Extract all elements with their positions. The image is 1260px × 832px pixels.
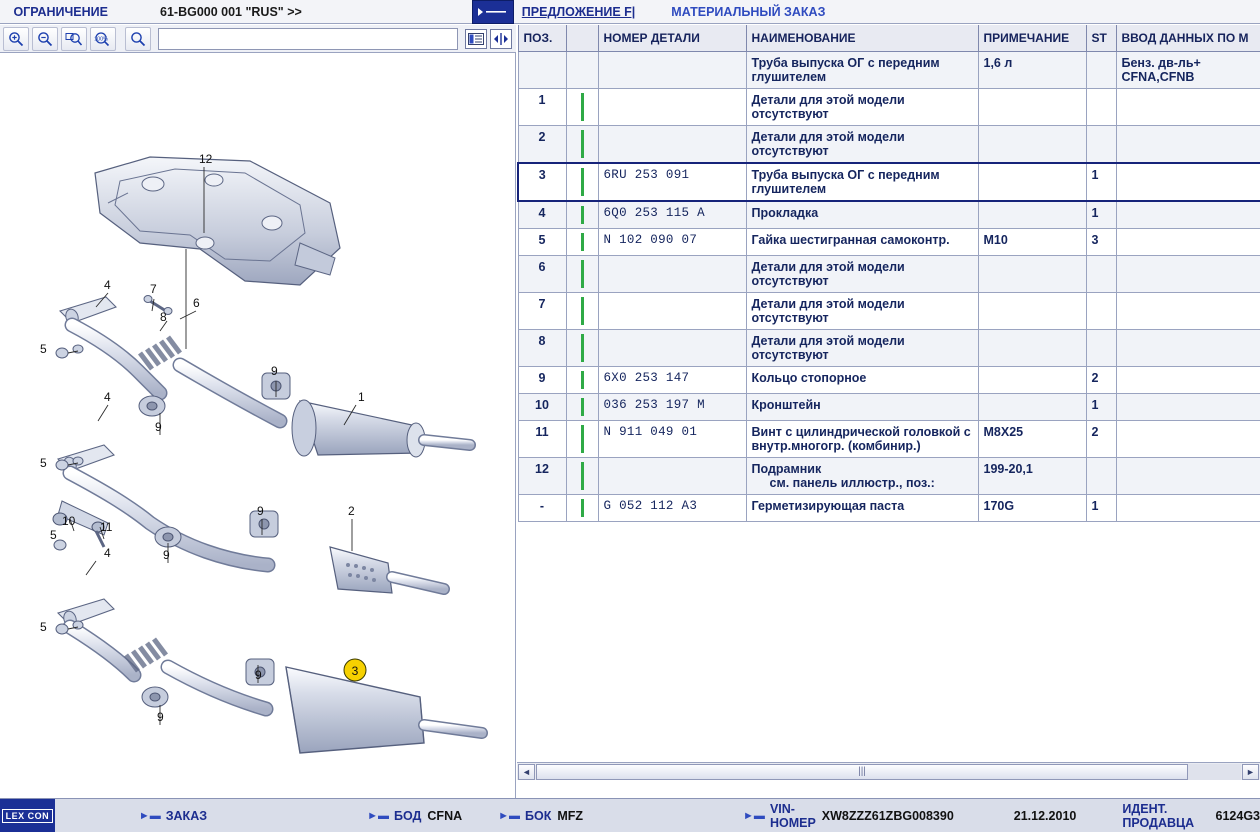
callout-highlight-3[interactable] bbox=[344, 659, 366, 681]
header-pos[interactable]: ПОЗ. bbox=[518, 25, 566, 51]
cell-bar bbox=[566, 393, 598, 420]
cell-input bbox=[1116, 494, 1260, 521]
cell-bar bbox=[566, 88, 598, 125]
table-row[interactable] bbox=[518, 51, 1260, 88]
zoom-100-icon[interactable] bbox=[90, 27, 116, 51]
cell-pos: 6 bbox=[518, 255, 566, 292]
table-row[interactable] bbox=[518, 292, 1260, 329]
table-row-selected[interactable] bbox=[518, 163, 1260, 201]
seller-field[interactable] bbox=[1122, 802, 1260, 830]
svg-text:6: 6 bbox=[193, 296, 200, 310]
zoom-out-icon[interactable] bbox=[32, 27, 58, 51]
cell-description: Герметизирующая паста bbox=[746, 494, 978, 521]
arrow-right-icon: ►▬ bbox=[743, 809, 765, 822]
availability-bar bbox=[581, 130, 584, 158]
cell-bar bbox=[566, 228, 598, 255]
parts-table bbox=[517, 25, 1260, 522]
svg-text:2: 2 bbox=[348, 504, 355, 518]
cell-note bbox=[978, 366, 1086, 393]
cell-pos: 3 bbox=[518, 163, 566, 201]
cell-description: Прокладка bbox=[746, 201, 978, 229]
part-exhaust-front-muffler-3[interactable] bbox=[58, 599, 482, 753]
material-order-link[interactable]: МАТЕРИАЛЬНЫЙ ЗАКАЗ bbox=[671, 4, 826, 19]
table-row[interactable] bbox=[518, 88, 1260, 125]
cell-st bbox=[1086, 457, 1116, 494]
table-row[interactable] bbox=[518, 494, 1260, 521]
cell-note: 199-20,1 bbox=[978, 457, 1086, 494]
cell-description: Труба выпуска ОГ с передним глушителем bbox=[746, 51, 978, 88]
header-part-number[interactable]: НОМЕР ДЕТАЛИ bbox=[598, 25, 746, 51]
lexcon-logo-text: LEX CON bbox=[2, 809, 54, 823]
cell-part-number: 6Q0 253 115 A bbox=[598, 201, 746, 229]
cell-note bbox=[978, 163, 1086, 201]
availability-bar bbox=[581, 462, 584, 490]
table-row[interactable] bbox=[518, 255, 1260, 292]
cell-note bbox=[978, 292, 1086, 329]
svg-text:10: 10 bbox=[62, 514, 76, 528]
cell-bar bbox=[566, 292, 598, 329]
bok-value: MFZ bbox=[557, 808, 584, 823]
cell-pos: 2 bbox=[518, 125, 566, 163]
cell-description: Труба выпуска ОГ с передним глушителем bbox=[746, 163, 978, 201]
table-horizontal-scrollbar[interactable] bbox=[517, 762, 1260, 780]
top-bar bbox=[0, 0, 1260, 24]
illustration-toolbar bbox=[0, 25, 516, 53]
svg-text:9: 9 bbox=[271, 364, 278, 378]
toolbar-right-group bbox=[462, 29, 512, 49]
availability-bar bbox=[581, 398, 584, 416]
svg-text:8: 8 bbox=[160, 310, 167, 324]
zoom-region-icon[interactable] bbox=[61, 27, 87, 51]
vin-field[interactable] bbox=[743, 802, 954, 830]
cell-st: 1 bbox=[1086, 201, 1116, 229]
cell-description: Кольцо стопорное bbox=[746, 366, 978, 393]
cell-bar bbox=[566, 457, 598, 494]
cell-part-number bbox=[598, 255, 746, 292]
arrow-right-icon: ►▬ bbox=[367, 809, 389, 822]
cell-note bbox=[978, 88, 1086, 125]
cell-part-number bbox=[598, 88, 746, 125]
cell-st: 1 bbox=[1086, 393, 1116, 420]
cell-pos bbox=[518, 51, 566, 88]
svg-text:12: 12 bbox=[199, 152, 213, 166]
cell-bar bbox=[566, 366, 598, 393]
header-st[interactable]: ST bbox=[1086, 25, 1116, 51]
arrow-right-icon: ►▬ bbox=[138, 809, 161, 822]
svg-text:5: 5 bbox=[40, 342, 47, 356]
cell-st bbox=[1086, 88, 1116, 125]
seller-label: ИДЕНТ. ПРОДАВЦА bbox=[1122, 801, 1195, 830]
restriction-label: ОГРАНИЧЕНИЕ bbox=[13, 4, 108, 19]
svg-text:9: 9 bbox=[163, 548, 170, 562]
cell-description-line2: см. панель иллюстр., поз.: bbox=[769, 475, 935, 490]
cell-st: 3 bbox=[1086, 228, 1116, 255]
cell-st: 2 bbox=[1086, 420, 1116, 457]
svg-text:11: 11 bbox=[100, 520, 113, 534]
cell-pos: 12 bbox=[518, 457, 566, 494]
cell-description: Винт с цилиндрической головкой с внутр.многогр. (комбинир.) bbox=[746, 420, 978, 457]
svg-text:4: 4 bbox=[104, 546, 111, 560]
table-row[interactable] bbox=[518, 420, 1260, 457]
availability-bar bbox=[581, 206, 584, 224]
table-row[interactable] bbox=[518, 393, 1260, 420]
svg-text:5: 5 bbox=[40, 620, 47, 634]
cell-input bbox=[1116, 393, 1260, 420]
cell-description: Детали для этой модели отсутствуют bbox=[746, 255, 978, 292]
arrow-right-icon: ►▬ bbox=[498, 809, 521, 822]
cell-st bbox=[1086, 292, 1116, 329]
availability-bar bbox=[581, 297, 584, 325]
offer-link[interactable]: ПРЕДЛОЖЕНИЕ F| bbox=[521, 4, 636, 19]
cell-input bbox=[1116, 255, 1260, 292]
order-button[interactable] bbox=[139, 809, 207, 823]
chevron-left-icon[interactable]: ◄ bbox=[518, 764, 535, 780]
table-header-row bbox=[518, 25, 1260, 51]
cell-part-number bbox=[598, 292, 746, 329]
cell-bar bbox=[566, 51, 598, 88]
cell-part-number bbox=[598, 51, 746, 88]
cell-note bbox=[978, 329, 1086, 366]
availability-bar bbox=[581, 260, 584, 288]
scrollbar-track[interactable] bbox=[536, 764, 1241, 780]
cell-st bbox=[1086, 329, 1116, 366]
cell-st bbox=[1086, 125, 1116, 163]
seller-value: 6124G3 bbox=[1215, 808, 1260, 823]
cell-pos: 8 bbox=[518, 329, 566, 366]
cell-note: M10 bbox=[978, 228, 1086, 255]
part-exhaust-front-pipe-1 bbox=[60, 297, 470, 457]
part-exhaust-catalyst-2 bbox=[53, 445, 444, 593]
cell-description: Детали для этой модели отсутствуют bbox=[746, 88, 978, 125]
cell-description: Детали для этой модели отсутствуют bbox=[746, 329, 978, 366]
availability-bar bbox=[581, 168, 584, 196]
svg-text:7: 7 bbox=[150, 282, 157, 296]
bod-field[interactable] bbox=[367, 809, 462, 823]
cell-input bbox=[1116, 366, 1260, 393]
header-description[interactable]: НАИМЕНОВАНИЕ bbox=[746, 25, 978, 51]
cell-st bbox=[1086, 255, 1116, 292]
parts-table-pane[interactable] bbox=[517, 25, 1260, 798]
cell-bar bbox=[566, 494, 598, 521]
availability-bar bbox=[581, 371, 584, 389]
cell-part-number bbox=[598, 329, 746, 366]
vin-value: XW8ZZZ61ZBG008390 bbox=[821, 808, 954, 823]
cell-part-number bbox=[598, 457, 746, 494]
table-row[interactable] bbox=[518, 228, 1260, 255]
chevron-right-icon[interactable]: ► bbox=[1242, 764, 1259, 780]
parts-table-body bbox=[518, 51, 1260, 521]
bod-value: CFNA bbox=[427, 808, 463, 823]
cell-input bbox=[1116, 420, 1260, 457]
header-input[interactable]: ВВОД ДАННЫХ ПО М bbox=[1116, 25, 1260, 51]
cell-part-number: 6X0 253 147 bbox=[598, 366, 746, 393]
svg-text:9: 9 bbox=[257, 504, 264, 518]
cell-input bbox=[1116, 228, 1260, 255]
cell-bar bbox=[566, 163, 598, 201]
cell-bar bbox=[566, 329, 598, 366]
cell-note: 1,6 л bbox=[978, 51, 1086, 88]
table-row[interactable] bbox=[518, 457, 1260, 494]
cell-pos: 1 bbox=[518, 88, 566, 125]
cell-note bbox=[978, 201, 1086, 229]
availability-bar bbox=[581, 93, 584, 121]
svg-text:4: 4 bbox=[104, 390, 111, 404]
availability-bar bbox=[581, 233, 584, 251]
cell-part-number bbox=[598, 125, 746, 163]
cell-pos: 10 bbox=[518, 393, 566, 420]
cell-input bbox=[1116, 163, 1260, 201]
parts-table-header bbox=[518, 25, 1260, 51]
cell-pos: 9 bbox=[518, 366, 566, 393]
svg-text:9: 9 bbox=[255, 668, 262, 682]
date-value: 21.12.2010 bbox=[1013, 808, 1077, 823]
scrollbar-thumb[interactable]: ||| bbox=[536, 764, 1188, 780]
svg-text:100%: 100% bbox=[94, 36, 108, 43]
cell-description: Кронштейн bbox=[746, 393, 978, 420]
cell-input bbox=[1116, 457, 1260, 494]
vin-label: VIN-НОМЕР bbox=[769, 801, 816, 830]
cell-st: 1 bbox=[1086, 494, 1116, 521]
view-panel-icon[interactable] bbox=[465, 29, 487, 49]
cell-description: Детали для этой модели отсутствуют bbox=[746, 292, 978, 329]
svg-text:4: 4 bbox=[104, 278, 111, 292]
cell-note bbox=[978, 255, 1086, 292]
date-field bbox=[1014, 809, 1077, 823]
bod-label: БОД bbox=[393, 808, 422, 823]
arrow-right-icon[interactable] bbox=[472, 0, 514, 24]
bok-label: БОК bbox=[525, 808, 552, 823]
cell-note: M8X25 bbox=[978, 420, 1086, 457]
availability-bar bbox=[581, 425, 584, 453]
illustration-pane[interactable] bbox=[0, 53, 516, 798]
table-row[interactable] bbox=[518, 366, 1260, 393]
search-icon[interactable] bbox=[125, 27, 151, 51]
cell-pos: 5 bbox=[518, 228, 566, 255]
header-bar bbox=[566, 25, 598, 51]
part-subframe bbox=[95, 157, 340, 285]
cell-pos: 7 bbox=[518, 292, 566, 329]
cell-part-number: 6RU 253 091 bbox=[598, 163, 746, 201]
cell-input: Бенз. дв-ль+ CFNA,CFNB bbox=[1116, 51, 1260, 88]
cell-part-number: G 052 112 A3 bbox=[598, 494, 746, 521]
cell-part-number: N 102 090 07 bbox=[598, 228, 746, 255]
cell-pos: 11 bbox=[518, 420, 566, 457]
svg-text:9: 9 bbox=[157, 710, 164, 724]
svg-text:9: 9 bbox=[155, 420, 162, 434]
cell-bar bbox=[566, 201, 598, 229]
cell-input bbox=[1116, 329, 1260, 366]
svg-text:1: 1 bbox=[358, 390, 365, 404]
svg-text:5: 5 bbox=[40, 456, 47, 470]
svg-text:3: 3 bbox=[351, 664, 359, 678]
cell-description: Детали для этой модели отсутствуют bbox=[746, 125, 978, 163]
cell-note bbox=[978, 125, 1086, 163]
bok-field[interactable] bbox=[498, 809, 583, 823]
arrow-right-icon-svg bbox=[476, 7, 510, 17]
svg-text:5: 5 bbox=[50, 528, 57, 542]
table-row[interactable] bbox=[518, 201, 1260, 229]
lexcon-logo bbox=[0, 799, 55, 832]
cell-pos: 4 bbox=[518, 201, 566, 229]
search-input[interactable] bbox=[158, 28, 458, 50]
cell-note: 170G bbox=[978, 494, 1086, 521]
cell-st: 1 bbox=[1086, 163, 1116, 201]
header-note[interactable]: ПРИМЕЧАНИЕ bbox=[978, 25, 1086, 51]
cell-part-number: 036 253 197 M bbox=[598, 393, 746, 420]
cell-input bbox=[1116, 292, 1260, 329]
exhaust-system-illustration bbox=[0, 53, 516, 798]
cell-bar bbox=[566, 125, 598, 163]
order-label: ЗАКАЗ bbox=[165, 808, 208, 823]
cell-description: Гайка шестигранная самоконтр. bbox=[746, 228, 978, 255]
cell-input bbox=[1116, 88, 1260, 125]
cell-description-line1: Подрамник bbox=[751, 461, 822, 476]
cell-input bbox=[1116, 201, 1260, 229]
cell-part-number: N 911 049 01 bbox=[598, 420, 746, 457]
availability-bar bbox=[581, 499, 584, 517]
cell-description bbox=[746, 457, 978, 494]
zoom-in-icon[interactable] bbox=[3, 27, 29, 51]
model-code-label: 61-BG000 001 "RUS" >> bbox=[160, 4, 302, 19]
cell-st bbox=[1086, 51, 1116, 88]
cell-note bbox=[978, 393, 1086, 420]
cell-input bbox=[1116, 125, 1260, 163]
cell-bar bbox=[566, 420, 598, 457]
cell-pos: - bbox=[518, 494, 566, 521]
availability-bar bbox=[581, 334, 584, 362]
cell-bar bbox=[566, 255, 598, 292]
table-row[interactable] bbox=[518, 125, 1260, 163]
table-row[interactable] bbox=[518, 329, 1260, 366]
expand-arrows-icon[interactable] bbox=[490, 29, 512, 49]
cell-st: 2 bbox=[1086, 366, 1116, 393]
status-bar bbox=[0, 798, 1260, 832]
